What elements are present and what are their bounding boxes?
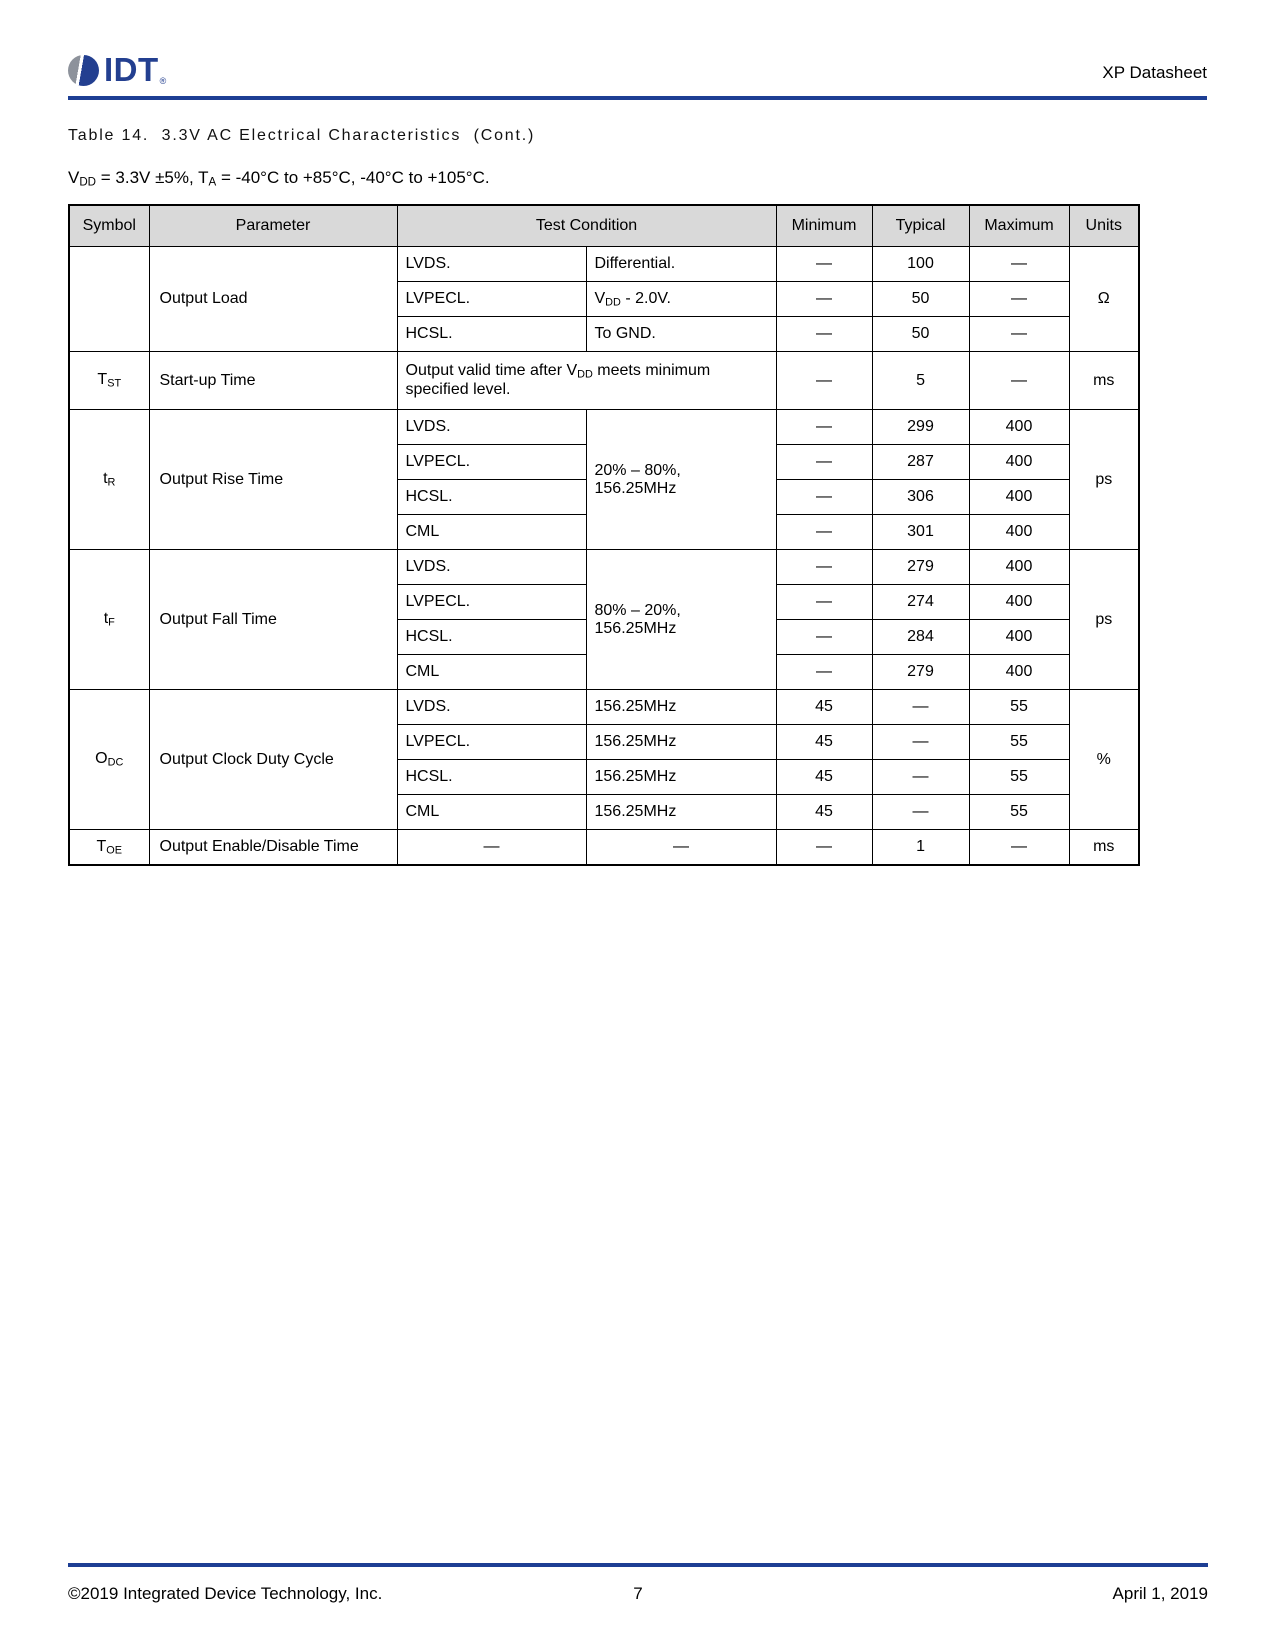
max-cell: 400 bbox=[969, 515, 1069, 550]
units-cell: ms bbox=[1069, 830, 1139, 865]
max-cell: — bbox=[969, 282, 1069, 317]
typ-cell: 306 bbox=[872, 480, 969, 515]
text-segment: = -40°C to +85°C, -40°C to +105°C. bbox=[216, 168, 490, 187]
table-row bbox=[69, 830, 1139, 865]
col-header-parameter: Parameter bbox=[149, 205, 397, 247]
min-cell: — bbox=[776, 655, 872, 690]
typ-cell: — bbox=[872, 725, 969, 760]
max-cell: 400 bbox=[969, 410, 1069, 445]
typ-cell: 274 bbox=[872, 585, 969, 620]
max-cell: 400 bbox=[969, 585, 1069, 620]
idt-logo-orb-icon bbox=[68, 55, 99, 86]
idt-logo bbox=[68, 51, 167, 89]
interface-cell: LVDS. bbox=[397, 247, 586, 282]
symbol-subscript: OE bbox=[106, 843, 122, 856]
condition-cell: 156.25MHz bbox=[586, 725, 776, 760]
symbol-subscript: DC bbox=[107, 756, 124, 769]
table-row bbox=[69, 247, 1139, 282]
units-cell: ps bbox=[1069, 410, 1139, 550]
subscript-segment: DD bbox=[577, 368, 593, 381]
max-cell: 55 bbox=[969, 725, 1069, 760]
parameter-cell: Start-up Time bbox=[149, 352, 397, 410]
min-cell: 45 bbox=[776, 795, 872, 830]
interface-cell: HCSL. bbox=[397, 480, 586, 515]
max-cell: 400 bbox=[969, 550, 1069, 585]
interface-cell: LVPECL. bbox=[397, 585, 586, 620]
max-cell: 400 bbox=[969, 655, 1069, 690]
symbol-cell bbox=[69, 550, 149, 690]
table-title: Table 14. 3.3V AC Electrical Characteristics (Cont.) bbox=[68, 127, 536, 144]
max-cell: 400 bbox=[969, 445, 1069, 480]
footer-rule bbox=[68, 1563, 1208, 1567]
parameter-cell: Output Enable/Disable Time bbox=[149, 830, 397, 865]
condition-cell: Differential. bbox=[586, 247, 776, 282]
min-cell: — bbox=[776, 282, 872, 317]
parameter-cell: Output Fall Time bbox=[149, 550, 397, 690]
typ-cell: 50 bbox=[872, 282, 969, 317]
interface-cell: LVDS. bbox=[397, 410, 586, 445]
condition-cell: 156.25MHz bbox=[586, 690, 776, 725]
interface-cell: — bbox=[397, 830, 586, 865]
parameter-cell: Output Rise Time bbox=[149, 410, 397, 550]
registered-trademark-icon: ® bbox=[159, 76, 167, 86]
max-cell: 400 bbox=[969, 620, 1069, 655]
symbol-base: O bbox=[95, 750, 108, 768]
interface-cell: CML bbox=[397, 795, 586, 830]
condition-cell: 156.25MHz bbox=[586, 795, 776, 830]
max-cell: — bbox=[969, 247, 1069, 282]
footer-page-number: 7 bbox=[633, 1584, 643, 1603]
max-cell: 55 bbox=[969, 760, 1069, 795]
col-header-test-condition: Test Condition bbox=[397, 205, 776, 247]
footer-date: April 1, 2019 bbox=[1112, 1584, 1208, 1603]
typ-cell: 100 bbox=[872, 247, 969, 282]
col-header-maximum: Maximum bbox=[969, 205, 1069, 247]
min-cell: — bbox=[776, 445, 872, 480]
col-header-typical: Typical bbox=[872, 205, 969, 247]
min-cell: 45 bbox=[776, 690, 872, 725]
min-cell: — bbox=[776, 480, 872, 515]
table-row bbox=[69, 410, 1139, 445]
symbol-cell bbox=[69, 830, 149, 865]
max-cell: — bbox=[969, 830, 1069, 865]
units-cell: ms bbox=[1069, 352, 1139, 410]
min-cell: — bbox=[776, 352, 872, 410]
max-cell: — bbox=[969, 352, 1069, 410]
page-header bbox=[68, 40, 1207, 89]
table-row bbox=[69, 690, 1139, 725]
text-segment: Output valid time after V bbox=[405, 362, 578, 380]
interface-cell: LVPECL. bbox=[397, 282, 586, 317]
col-header-units: Units bbox=[1069, 205, 1139, 247]
min-cell: — bbox=[776, 515, 872, 550]
subscript-segment: A bbox=[208, 176, 217, 189]
min-cell: 45 bbox=[776, 725, 872, 760]
interface-cell: CML bbox=[397, 655, 586, 690]
condition-cell: — bbox=[586, 830, 776, 865]
text-segment: = 3.3V ±5%, T bbox=[96, 168, 209, 187]
interface-cell: LVPECL. bbox=[397, 725, 586, 760]
conditions-line bbox=[68, 168, 1207, 189]
min-cell: — bbox=[776, 317, 872, 352]
symbol-cell bbox=[69, 247, 149, 352]
condition-cell bbox=[397, 352, 776, 410]
max-cell: — bbox=[969, 317, 1069, 352]
parameter-cell: Output Load bbox=[149, 247, 397, 352]
symbol-subscript: F bbox=[108, 616, 115, 629]
condition-cell: 20% – 80%, 156.25MHz bbox=[586, 410, 776, 550]
symbol-cell bbox=[69, 690, 149, 830]
footer-row bbox=[68, 1584, 1208, 1604]
condition-cell: 156.25MHz bbox=[586, 760, 776, 795]
typ-cell: 279 bbox=[872, 550, 969, 585]
doc-title: XP Datasheet bbox=[1102, 63, 1207, 82]
text-segment: V bbox=[68, 168, 80, 187]
symbol-base: T bbox=[96, 837, 107, 855]
min-cell: — bbox=[776, 620, 872, 655]
typ-cell: 1 bbox=[872, 830, 969, 865]
typ-cell: 5 bbox=[872, 352, 969, 410]
symbol-base: t bbox=[103, 610, 109, 628]
text-segment: meets minimum specified level. bbox=[405, 362, 711, 398]
typ-cell: 50 bbox=[872, 317, 969, 352]
subscript-segment: DD bbox=[605, 296, 621, 309]
interface-cell: HCSL. bbox=[397, 620, 586, 655]
symbol-base: t bbox=[103, 470, 108, 488]
units-cell: % bbox=[1069, 690, 1139, 830]
table-header-row bbox=[69, 205, 1139, 247]
typ-cell: — bbox=[872, 795, 969, 830]
header-rule bbox=[68, 96, 1207, 100]
max-cell: 55 bbox=[969, 795, 1069, 830]
symbol-cell bbox=[69, 352, 149, 410]
footer-copyright: ©2019 Integrated Device Technology, Inc. bbox=[68, 1584, 383, 1603]
symbol-subscript: ST bbox=[107, 377, 122, 390]
interface-cell: LVPECL. bbox=[397, 445, 586, 480]
typ-cell: 301 bbox=[872, 515, 969, 550]
symbol-cell bbox=[69, 410, 149, 550]
condition-cell: To GND. bbox=[586, 317, 776, 352]
interface-cell: HCSL. bbox=[397, 760, 586, 795]
min-cell: — bbox=[776, 585, 872, 620]
table-row bbox=[69, 550, 1139, 585]
interface-cell: CML bbox=[397, 515, 586, 550]
max-cell: 400 bbox=[969, 480, 1069, 515]
condition-cell bbox=[586, 282, 776, 317]
text-segment: V bbox=[594, 289, 606, 307]
typ-cell: 279 bbox=[872, 655, 969, 690]
typ-cell: 284 bbox=[872, 620, 969, 655]
col-header-symbol: Symbol bbox=[69, 205, 149, 247]
table-row bbox=[69, 352, 1139, 410]
min-cell: — bbox=[776, 550, 872, 585]
col-header-minimum: Minimum bbox=[776, 205, 872, 247]
min-cell: — bbox=[776, 247, 872, 282]
page-footer bbox=[68, 1563, 1208, 1604]
ac-characteristics-table bbox=[68, 204, 1140, 866]
units-cell: Ω bbox=[1069, 247, 1139, 352]
symbol-base: T bbox=[97, 371, 108, 389]
interface-cell: LVDS. bbox=[397, 550, 586, 585]
max-cell: 55 bbox=[969, 690, 1069, 725]
subscript-segment: DD bbox=[79, 176, 97, 189]
text-segment: - 2.0V. bbox=[620, 289, 671, 307]
typ-cell: — bbox=[872, 760, 969, 795]
interface-cell: LVDS. bbox=[397, 690, 586, 725]
min-cell: 45 bbox=[776, 760, 872, 795]
condition-cell: 80% – 20%, 156.25MHz bbox=[586, 550, 776, 690]
min-cell: — bbox=[776, 830, 872, 865]
typ-cell: 287 bbox=[872, 445, 969, 480]
typ-cell: 299 bbox=[872, 410, 969, 445]
min-cell: — bbox=[776, 410, 872, 445]
units-cell: ps bbox=[1069, 550, 1139, 690]
parameter-cell: Output Clock Duty Cycle bbox=[149, 690, 397, 830]
typ-cell: — bbox=[872, 690, 969, 725]
interface-cell: HCSL. bbox=[397, 317, 586, 352]
symbol-subscript: R bbox=[107, 476, 116, 489]
idt-logo-text: IDT bbox=[104, 51, 159, 89]
